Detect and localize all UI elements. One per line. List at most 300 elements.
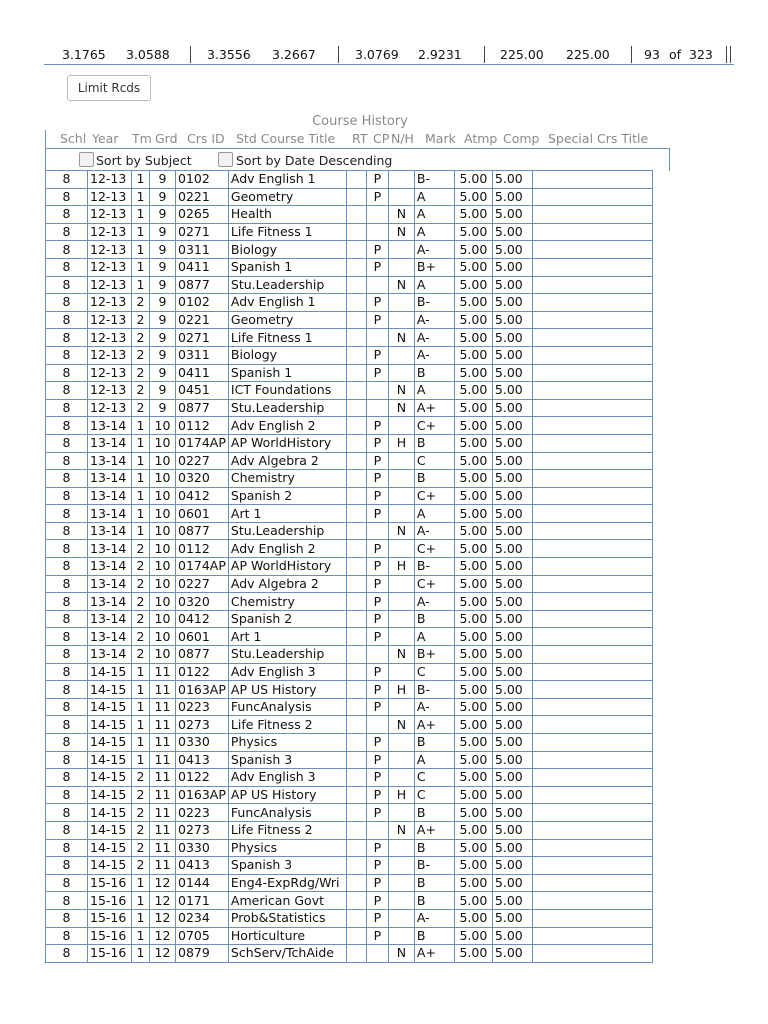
cell-mark: B- bbox=[414, 558, 454, 576]
table-row bbox=[46, 716, 653, 734]
cell-completed: 5.00 bbox=[492, 593, 532, 611]
cell-rt bbox=[346, 364, 366, 382]
table-row bbox=[46, 575, 653, 593]
cell-term: 1 bbox=[132, 470, 150, 488]
cell-rt bbox=[346, 241, 366, 259]
cell-nh: N bbox=[388, 945, 414, 963]
credits-value: 225.00 bbox=[566, 47, 610, 62]
cell-grade: 11 bbox=[150, 716, 176, 734]
cell-course-id: 0877 bbox=[176, 646, 229, 664]
cell-nh bbox=[388, 452, 414, 470]
cell-term: 2 bbox=[132, 804, 150, 822]
cell-nh: N bbox=[388, 716, 414, 734]
cell-mark: B bbox=[414, 927, 454, 945]
cell-grade: 12 bbox=[150, 874, 176, 892]
header-atmp[interactable]: Atmp bbox=[464, 131, 498, 146]
cell-term: 1 bbox=[132, 663, 150, 681]
cell-rt bbox=[346, 382, 366, 400]
cell-schl: 8 bbox=[46, 329, 88, 347]
cell-cp bbox=[366, 522, 388, 540]
cell-term: 2 bbox=[132, 593, 150, 611]
cell-special-title bbox=[532, 646, 652, 664]
cell-nh bbox=[388, 311, 414, 329]
cell-schl: 8 bbox=[46, 610, 88, 628]
cell-nh bbox=[388, 610, 414, 628]
cell-rt bbox=[346, 505, 366, 523]
cell-attempted: 5.00 bbox=[454, 346, 492, 364]
cell-completed: 5.00 bbox=[492, 698, 532, 716]
cell-cp: P bbox=[366, 364, 388, 382]
cell-special-title bbox=[532, 382, 652, 400]
cell-cp: P bbox=[366, 558, 388, 576]
cell-attempted: 5.00 bbox=[454, 417, 492, 435]
cell-attempted: 5.00 bbox=[454, 382, 492, 400]
header-year[interactable]: Year bbox=[92, 131, 119, 146]
cell-special-title bbox=[532, 522, 652, 540]
cell-special-title bbox=[532, 294, 652, 312]
cell-grade: 11 bbox=[150, 681, 176, 699]
cell-grade: 9 bbox=[150, 364, 176, 382]
cell-mark: A bbox=[414, 188, 454, 206]
cell-rt bbox=[346, 171, 366, 189]
cell-cp: P bbox=[366, 540, 388, 558]
cell-attempted: 5.00 bbox=[454, 399, 492, 417]
cell-nh bbox=[388, 804, 414, 822]
header-grd[interactable]: Grd bbox=[155, 131, 178, 146]
cell-course-title: American Govt bbox=[228, 892, 346, 910]
cell-attempted: 5.00 bbox=[454, 857, 492, 875]
cell-course-title: Chemistry bbox=[228, 470, 346, 488]
cell-cp: P bbox=[366, 171, 388, 189]
cell-completed: 5.00 bbox=[492, 628, 532, 646]
cell-schl: 8 bbox=[46, 751, 88, 769]
cell-special-title bbox=[532, 927, 652, 945]
cell-mark: A- bbox=[414, 522, 454, 540]
cell-completed: 5.00 bbox=[492, 417, 532, 435]
divider bbox=[338, 46, 339, 63]
table-row bbox=[46, 452, 653, 470]
cell-schl: 8 bbox=[46, 364, 88, 382]
cell-term: 2 bbox=[132, 382, 150, 400]
cell-grade: 10 bbox=[150, 452, 176, 470]
table-row bbox=[46, 751, 653, 769]
table-row bbox=[46, 522, 653, 540]
cell-nh: H bbox=[388, 681, 414, 699]
cell-special-title bbox=[532, 258, 652, 276]
cell-term: 1 bbox=[132, 945, 150, 963]
cell-term: 1 bbox=[132, 276, 150, 294]
cell-mark: A- bbox=[414, 311, 454, 329]
cell-course-title: Physics bbox=[228, 734, 346, 752]
cell-attempted: 5.00 bbox=[454, 329, 492, 347]
cell-special-title bbox=[532, 874, 652, 892]
cell-mark: C bbox=[414, 663, 454, 681]
table-row bbox=[46, 610, 653, 628]
table-row bbox=[46, 346, 653, 364]
cell-special-title bbox=[532, 698, 652, 716]
cell-cp bbox=[366, 945, 388, 963]
cell-course-title: Art 1 bbox=[228, 505, 346, 523]
cell-attempted: 5.00 bbox=[454, 681, 492, 699]
cell-course-title: Life Fitness 1 bbox=[228, 223, 346, 241]
cell-cp: P bbox=[366, 487, 388, 505]
cell-term: 2 bbox=[132, 769, 150, 787]
cell-grade: 10 bbox=[150, 540, 176, 558]
divider bbox=[631, 46, 632, 63]
cell-year: 15-16 bbox=[88, 927, 132, 945]
cell-attempted: 5.00 bbox=[454, 734, 492, 752]
cell-completed: 5.00 bbox=[492, 769, 532, 787]
cell-mark: A bbox=[414, 276, 454, 294]
cell-rt bbox=[346, 522, 366, 540]
cell-cp: P bbox=[366, 927, 388, 945]
cell-cp bbox=[366, 716, 388, 734]
cell-mark: C+ bbox=[414, 487, 454, 505]
cell-completed: 5.00 bbox=[492, 646, 532, 664]
cell-attempted: 5.00 bbox=[454, 909, 492, 927]
cell-nh: N bbox=[388, 399, 414, 417]
table-row bbox=[46, 223, 653, 241]
cell-course-title: Physics bbox=[228, 839, 346, 857]
cell-course-title: FuncAnalysis bbox=[228, 698, 346, 716]
cell-course-id: 0412 bbox=[176, 610, 229, 628]
cell-course-title: Stu.Leadership bbox=[228, 399, 346, 417]
cell-rt bbox=[346, 751, 366, 769]
cell-grade: 11 bbox=[150, 663, 176, 681]
cell-mark: A- bbox=[414, 329, 454, 347]
cell-attempted: 5.00 bbox=[454, 558, 492, 576]
cell-term: 2 bbox=[132, 786, 150, 804]
cell-year: 13-14 bbox=[88, 434, 132, 452]
cell-cp: P bbox=[366, 681, 388, 699]
cell-completed: 5.00 bbox=[492, 399, 532, 417]
cell-schl: 8 bbox=[46, 927, 88, 945]
cell-course-id: 0122 bbox=[176, 769, 229, 787]
cell-grade: 10 bbox=[150, 505, 176, 523]
cell-grade: 10 bbox=[150, 470, 176, 488]
cell-schl: 8 bbox=[46, 522, 88, 540]
cell-mark: C bbox=[414, 769, 454, 787]
cell-grade: 10 bbox=[150, 628, 176, 646]
cell-grade: 11 bbox=[150, 698, 176, 716]
cell-rt bbox=[346, 857, 366, 875]
cell-nh bbox=[388, 593, 414, 611]
cell-rt bbox=[346, 663, 366, 681]
cell-attempted: 5.00 bbox=[454, 646, 492, 664]
cell-course-id: 0223 bbox=[176, 698, 229, 716]
cell-completed: 5.00 bbox=[492, 188, 532, 206]
table-row bbox=[46, 399, 653, 417]
cell-course-title: Life Fitness 2 bbox=[228, 716, 346, 734]
record-of-label: of bbox=[669, 47, 682, 62]
cell-special-title bbox=[532, 188, 652, 206]
cell-cp bbox=[366, 646, 388, 664]
cell-cp: P bbox=[366, 434, 388, 452]
cell-special-title bbox=[532, 786, 652, 804]
cell-completed: 5.00 bbox=[492, 804, 532, 822]
cell-attempted: 5.00 bbox=[454, 522, 492, 540]
header-mark[interactable]: Mark bbox=[425, 131, 456, 146]
cell-term: 1 bbox=[132, 522, 150, 540]
gpa-value: 3.2667 bbox=[272, 47, 316, 62]
cell-grade: 11 bbox=[150, 734, 176, 752]
divider bbox=[730, 46, 731, 63]
sort-by-subject-checkbox[interactable] bbox=[79, 152, 94, 167]
cell-mark: B bbox=[414, 839, 454, 857]
header-course-title[interactable]: Std Course Title bbox=[236, 131, 336, 146]
cell-grade: 9 bbox=[150, 346, 176, 364]
cell-rt bbox=[346, 470, 366, 488]
cell-mark: B bbox=[414, 892, 454, 910]
table-row bbox=[46, 821, 653, 839]
cell-term: 1 bbox=[132, 223, 150, 241]
cell-course-title: AP US History bbox=[228, 786, 346, 804]
cell-course-title: Spanish 2 bbox=[228, 487, 346, 505]
cell-completed: 5.00 bbox=[492, 681, 532, 699]
cell-course-title: Geometry bbox=[228, 311, 346, 329]
cell-rt bbox=[346, 434, 366, 452]
cell-year: 15-16 bbox=[88, 892, 132, 910]
cell-term: 2 bbox=[132, 364, 150, 382]
cell-special-title bbox=[532, 909, 652, 927]
cell-mark: C+ bbox=[414, 417, 454, 435]
cell-nh bbox=[388, 346, 414, 364]
cell-year: 12-13 bbox=[88, 206, 132, 224]
cell-special-title bbox=[532, 206, 652, 224]
cell-completed: 5.00 bbox=[492, 171, 532, 189]
cell-cp: P bbox=[366, 241, 388, 259]
cell-course-id: 0221 bbox=[176, 188, 229, 206]
limit-records-button[interactable]: Limit Rcds bbox=[67, 75, 151, 101]
cell-nh bbox=[388, 839, 414, 857]
cell-completed: 5.00 bbox=[492, 558, 532, 576]
cell-special-title bbox=[532, 364, 652, 382]
cell-rt bbox=[346, 874, 366, 892]
cell-attempted: 5.00 bbox=[454, 206, 492, 224]
cell-cp: P bbox=[366, 575, 388, 593]
cell-term: 1 bbox=[132, 927, 150, 945]
table-row bbox=[46, 874, 653, 892]
cell-mark: A bbox=[414, 751, 454, 769]
header-comp[interactable]: Comp bbox=[503, 131, 540, 146]
cell-completed: 5.00 bbox=[492, 434, 532, 452]
cell-completed: 5.00 bbox=[492, 311, 532, 329]
cell-cp: P bbox=[366, 786, 388, 804]
header-tm[interactable]: Tm bbox=[132, 131, 152, 146]
header-schl[interactable]: Schl bbox=[60, 131, 87, 146]
cell-term: 1 bbox=[132, 909, 150, 927]
cell-course-id: 0221 bbox=[176, 311, 229, 329]
cell-special-title bbox=[532, 628, 652, 646]
cell-completed: 5.00 bbox=[492, 892, 532, 910]
sort-by-subject-label[interactable]: Sort by Subject bbox=[96, 153, 192, 168]
cell-cp: P bbox=[366, 839, 388, 857]
cell-completed: 5.00 bbox=[492, 294, 532, 312]
cell-course-title: Spanish 1 bbox=[228, 364, 346, 382]
cell-cp bbox=[366, 329, 388, 347]
cell-nh bbox=[388, 171, 414, 189]
cell-course-title: Biology bbox=[228, 241, 346, 259]
cell-cp bbox=[366, 382, 388, 400]
cell-grade: 11 bbox=[150, 857, 176, 875]
table-row bbox=[46, 258, 653, 276]
cell-rt bbox=[346, 276, 366, 294]
cell-year: 15-16 bbox=[88, 909, 132, 927]
table-row bbox=[46, 804, 653, 822]
cell-course-title: Adv English 3 bbox=[228, 663, 346, 681]
cell-rt bbox=[346, 909, 366, 927]
cell-mark: B bbox=[414, 610, 454, 628]
cell-grade: 9 bbox=[150, 399, 176, 417]
cell-special-title bbox=[532, 821, 652, 839]
cell-year: 12-13 bbox=[88, 329, 132, 347]
cell-grade: 9 bbox=[150, 258, 176, 276]
cell-special-title bbox=[532, 346, 652, 364]
cell-completed: 5.00 bbox=[492, 716, 532, 734]
cell-schl: 8 bbox=[46, 786, 88, 804]
cell-attempted: 5.00 bbox=[454, 452, 492, 470]
cell-attempted: 5.00 bbox=[454, 698, 492, 716]
header-crs-id[interactable]: Crs ID bbox=[187, 131, 225, 146]
cell-special-title bbox=[532, 311, 652, 329]
cell-year: 13-14 bbox=[88, 505, 132, 523]
header-special-title[interactable]: Special Crs Title bbox=[548, 131, 649, 146]
cell-term: 2 bbox=[132, 575, 150, 593]
cell-course-id: 0320 bbox=[176, 470, 229, 488]
cell-mark: B bbox=[414, 734, 454, 752]
cell-year: 13-14 bbox=[88, 628, 132, 646]
cell-year: 14-15 bbox=[88, 681, 132, 699]
cell-special-title bbox=[532, 470, 652, 488]
cell-grade: 9 bbox=[150, 223, 176, 241]
cell-course-id: 0411 bbox=[176, 258, 229, 276]
cell-term: 2 bbox=[132, 628, 150, 646]
table-caption: Course History bbox=[312, 114, 408, 129]
header-cp[interactable]: CP bbox=[373, 131, 390, 146]
table-row bbox=[46, 206, 653, 224]
cell-nh bbox=[388, 188, 414, 206]
cell-special-title bbox=[532, 241, 652, 259]
table-row bbox=[46, 839, 653, 857]
sort-by-date-label[interactable]: Sort by Date Descending bbox=[236, 153, 393, 168]
cell-term: 1 bbox=[132, 258, 150, 276]
cell-term: 2 bbox=[132, 329, 150, 347]
cell-grade: 11 bbox=[150, 821, 176, 839]
table-row bbox=[46, 857, 653, 875]
cell-cp: P bbox=[366, 892, 388, 910]
cell-rt bbox=[346, 223, 366, 241]
cell-course-title: Adv English 1 bbox=[228, 171, 346, 189]
cell-term: 2 bbox=[132, 294, 150, 312]
cell-course-title: Biology bbox=[228, 346, 346, 364]
cell-rt bbox=[346, 786, 366, 804]
cell-nh bbox=[388, 857, 414, 875]
cell-special-title bbox=[532, 276, 652, 294]
cell-course-id: 0877 bbox=[176, 399, 229, 417]
cell-rt bbox=[346, 821, 366, 839]
sort-by-date-checkbox[interactable] bbox=[218, 152, 233, 167]
cell-completed: 5.00 bbox=[492, 329, 532, 347]
cell-schl: 8 bbox=[46, 294, 88, 312]
cell-year: 12-13 bbox=[88, 346, 132, 364]
cell-mark: B bbox=[414, 874, 454, 892]
cell-completed: 5.00 bbox=[492, 821, 532, 839]
table-row bbox=[46, 417, 653, 435]
header-nh[interactable]: N/H bbox=[391, 131, 414, 146]
cell-completed: 5.00 bbox=[492, 241, 532, 259]
cell-schl: 8 bbox=[46, 804, 88, 822]
cell-special-title bbox=[532, 892, 652, 910]
cell-course-id: 0330 bbox=[176, 839, 229, 857]
cell-course-id: 0227 bbox=[176, 575, 229, 593]
cell-attempted: 5.00 bbox=[454, 751, 492, 769]
cell-mark: A bbox=[414, 505, 454, 523]
cell-course-title: SchServ/TchAide bbox=[228, 945, 346, 963]
cell-rt bbox=[346, 188, 366, 206]
cell-attempted: 5.00 bbox=[454, 171, 492, 189]
gpa-value: 3.3556 bbox=[207, 47, 251, 62]
cell-special-title bbox=[532, 610, 652, 628]
cell-nh bbox=[388, 927, 414, 945]
cell-schl: 8 bbox=[46, 346, 88, 364]
cell-schl: 8 bbox=[46, 575, 88, 593]
cell-attempted: 5.00 bbox=[454, 804, 492, 822]
cell-special-title bbox=[532, 769, 652, 787]
cell-mark: B- bbox=[414, 171, 454, 189]
cell-schl: 8 bbox=[46, 171, 88, 189]
cell-schl: 8 bbox=[46, 628, 88, 646]
cell-grade: 12 bbox=[150, 945, 176, 963]
cell-year: 12-13 bbox=[88, 276, 132, 294]
cell-schl: 8 bbox=[46, 417, 88, 435]
cell-mark: C bbox=[414, 452, 454, 470]
cell-grade: 9 bbox=[150, 206, 176, 224]
cell-special-title bbox=[532, 329, 652, 347]
cell-schl: 8 bbox=[46, 399, 88, 417]
cell-course-title: Adv English 3 bbox=[228, 769, 346, 787]
table-row bbox=[46, 311, 653, 329]
cell-completed: 5.00 bbox=[492, 575, 532, 593]
cell-schl: 8 bbox=[46, 188, 88, 206]
cell-completed: 5.00 bbox=[492, 734, 532, 752]
cell-course-title: Art 1 bbox=[228, 628, 346, 646]
header-rt[interactable]: RT bbox=[352, 131, 368, 146]
cell-course-id: 0265 bbox=[176, 206, 229, 224]
cell-course-title: Chemistry bbox=[228, 593, 346, 611]
cell-rt bbox=[346, 206, 366, 224]
table-row bbox=[46, 540, 653, 558]
cell-term: 1 bbox=[132, 487, 150, 505]
cell-mark: A bbox=[414, 223, 454, 241]
cell-year: 12-13 bbox=[88, 223, 132, 241]
cell-year: 14-15 bbox=[88, 734, 132, 752]
table-row bbox=[46, 294, 653, 312]
cell-course-title: Adv English 2 bbox=[228, 417, 346, 435]
cell-year: 13-14 bbox=[88, 452, 132, 470]
cell-year: 14-15 bbox=[88, 716, 132, 734]
cell-course-id: 0705 bbox=[176, 927, 229, 945]
cell-cp bbox=[366, 223, 388, 241]
cell-special-title bbox=[532, 223, 652, 241]
table-row bbox=[46, 663, 653, 681]
cell-completed: 5.00 bbox=[492, 470, 532, 488]
cell-course-title: Geometry bbox=[228, 188, 346, 206]
cell-year: 12-13 bbox=[88, 241, 132, 259]
cell-rt bbox=[346, 945, 366, 963]
cell-mark: A- bbox=[414, 593, 454, 611]
cell-schl: 8 bbox=[46, 909, 88, 927]
cell-rt bbox=[346, 927, 366, 945]
